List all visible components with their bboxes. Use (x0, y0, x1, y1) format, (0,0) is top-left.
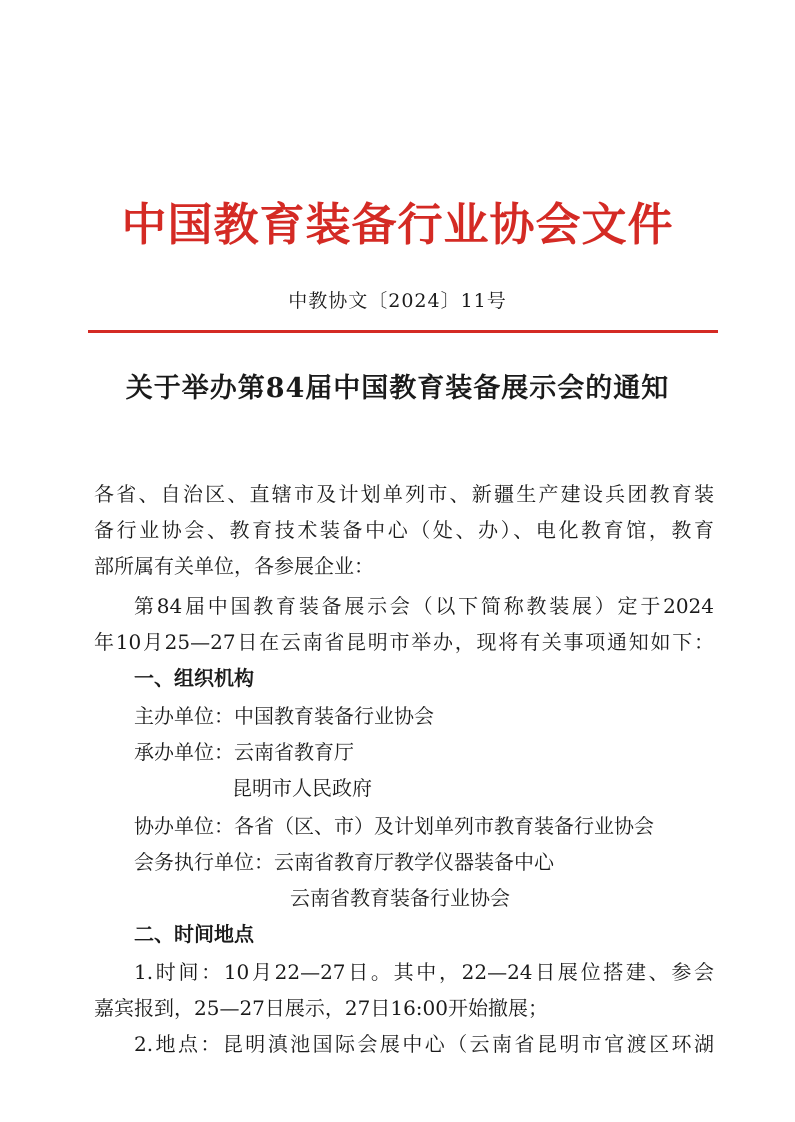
document-number: 中教协文〔2024〕11号 (288, 290, 507, 312)
red-divider (88, 330, 718, 333)
time-line-2: 嘉宾报到，25—27日展示，27日16:00开始撤展； (94, 996, 548, 1020)
time-line-1: 1.时间：10月22—27日。其中，22—24日展位搭建、参会 (134, 960, 714, 984)
organizer-unit-1: 承办单位：云南省教育厅 (134, 740, 354, 764)
section-heading-organization: 一、组织机构 (134, 666, 254, 690)
recipients-line-1: 各省、自治区、直辖市及计划单列市、新疆生产建设兵团教育装 (94, 482, 714, 506)
recipients-line-3: 部所属有关单位，各参展企业： (94, 554, 374, 578)
place-line-1: 2.地点：昆明滇池国际会展中心（云南省昆明市官渡区环湖 (134, 1032, 714, 1056)
executive-unit-1: 会务执行单位：云南省教育厅教学仪器装备中心 (134, 850, 554, 874)
section-heading-time-place: 二、时间地点 (134, 922, 254, 946)
executive-unit-2: 云南省教育装备行业协会 (290, 886, 510, 910)
host-unit: 主办单位：中国教育装备行业协会 (134, 704, 434, 728)
intro-line-1: 第84届中国教育装备展示会（以下简称教装展）定于2024 (134, 594, 714, 618)
issuer-title: 中国教育装备行业协会文件 (121, 198, 674, 251)
co-organizer-unit: 协办单位：各省（区、市）及计划单列市教育装备行业协会 (134, 814, 654, 838)
organizer-unit-2: 昆明市人民政府 (232, 776, 372, 800)
intro-line-2: 年10月25—27日在云南省昆明市举办，现将有关事项通知如下： (94, 630, 714, 654)
recipients-line-2: 备行业协会、教育技术装备中心（处、办）、电化教育馆，教育 (94, 518, 714, 542)
notice-title: 关于举办第84届中国教育装备展示会的通知 (125, 373, 670, 404)
